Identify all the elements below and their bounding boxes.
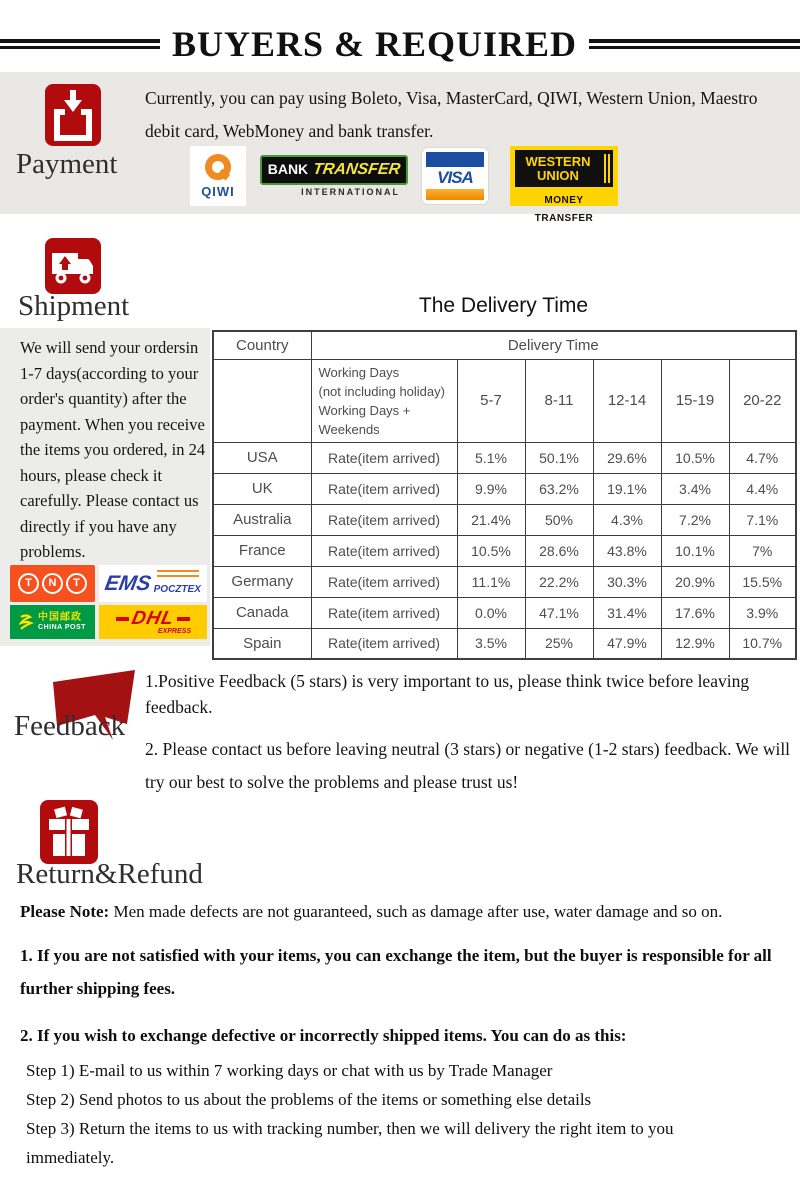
rate-cell: 31.4% [593,597,661,628]
rate-cell: 15.5% [729,566,796,597]
rate-cell: 12.9% [661,628,729,659]
rate-cell: 17.6% [661,597,729,628]
country-cell: France [213,535,311,566]
bank-transfer-logo [268,155,400,197]
return-step: Step 3) Return the items to us with tracking number, then we will delivery the right item to you immediately. [26,1119,674,1167]
rate-cell: 28.6% [525,535,593,566]
download-tray-icon [45,84,101,146]
rate-cell: 25% [525,628,593,659]
rate-cell: 4.4% [729,473,796,504]
delivery-time-header: Delivery Time [311,331,796,359]
rate-label-cell: Rate(item arrived) [311,504,457,535]
table-row [213,504,796,535]
return-refund-icon [40,800,98,864]
rate-cell: 4.7% [729,442,796,473]
rate-cell: 3.4% [661,473,729,504]
country-cell: Australia [213,504,311,535]
china-post-emblem-icon [19,614,34,630]
ems-subtext: POCZTEX [153,584,201,595]
rate-cell: 0.0% [457,597,525,628]
table-row [213,473,796,504]
day-range-cell: 5-7 [457,359,525,442]
bank-transfer-box [260,155,409,185]
rate-cell: 7.2% [661,504,729,535]
shipment-label: Shipment [18,290,130,322]
bank-transfer-subtitle: INTERNATIONAL [301,187,400,197]
rate-cell: 43.8% [593,535,661,566]
table-subheader-row [213,359,796,442]
payment-section [0,72,800,224]
rate-cell: 63.2% [525,473,593,504]
truck-icon [45,238,101,294]
page-title: BUYERS & REQUIRED [172,24,578,64]
gift-icon [40,800,98,864]
return-point-1: 1. If you are not satisfied with your items, you can exchange the item, but the buyer is responsible for all further shipping fees. [20,946,772,998]
rate-cell: 50% [525,504,593,535]
country-cell: Spain [213,628,311,659]
rate-cell: 3.5% [457,628,525,659]
rate-cell: 19.1% [593,473,661,504]
country-cell: UK [213,473,311,504]
rate-cell: 20.9% [661,566,729,597]
country-cell: Canada [213,597,311,628]
day-range-cell: 8-11 [525,359,593,442]
china-post-en-text: CHINA POST [38,624,86,631]
rate-cell: 10.5% [457,535,525,566]
rate-cell: 7.1% [729,504,796,535]
header-rule-right [589,39,800,49]
rate-cell: 47.1% [525,597,593,628]
wu-word1: WESTERN [525,154,591,169]
rate-cell: 29.6% [593,442,661,473]
tnt-letter: T [18,573,39,594]
rate-cell: 3.9% [729,597,796,628]
ems-logo [99,565,207,602]
day-range-cell: 12-14 [593,359,661,442]
page-header [0,22,800,66]
shipment-note: We will send your ordersin 1-7 days(according to your order's quantity) after the payment. When you receive the items you ordered, in 24 hours, please check it carefully. Please contact us directly if you have any problems. [20,338,206,561]
please-note-text: Men made defects are not guaranteed, such as damage after use, water damage and so on. [109,902,723,921]
rate-cell: 10.1% [661,535,729,566]
country-cell: Germany [213,566,311,597]
qiwi-logo [190,146,246,206]
please-note-paragraph [20,898,778,925]
transfer-word: TRANSFER [312,161,402,178]
dhl-logo [99,605,207,639]
rate-label-cell: Rate(item arrived) [311,597,457,628]
dhl-wordmark: DHL [129,608,177,629]
payment-icon [45,84,101,146]
feedback-label: Feedback [14,710,126,742]
rate-cell: 5.1% [457,442,525,473]
visa-wordmark: VISA [437,168,473,187]
wu-word2: UNION [537,168,579,183]
rate-cell: 9.9% [457,473,525,504]
country-header: Country [213,331,311,359]
western-union-box [515,150,613,187]
table-row [213,535,796,566]
working-days-line: Working Days [318,364,400,380]
qiwi-wordmark: QIWI [201,183,235,199]
rate-label-cell: Rate(item arrived) [311,628,457,659]
working-days-cell [311,359,457,442]
china-post-cn-text: 中国邮政 [38,612,83,623]
delivery-time-title: The Delivery Time [418,294,589,317]
rate-label-cell: Rate(item arrived) [311,473,457,504]
feedback-point-1: 1.Positive Feedback (5 stars) is very important to us, please think twice before leaving feedback. [145,671,750,717]
tnt-logo [10,565,95,602]
header-rule-left [0,39,160,49]
return-step: Step 2) Send photos to us about the problems of the items or something else details [26,1090,592,1109]
ems-stripes-icon [157,570,199,579]
table-row [213,442,796,473]
empty-cell [213,359,311,442]
day-range-cell: 15-19 [661,359,729,442]
feedback-texts [145,668,797,799]
delivery-time-table [212,330,797,660]
qiwi-q-icon [205,154,231,180]
day-range-cell: 20-22 [729,359,796,442]
table-header-row [213,331,796,359]
tnt-letter: T [66,573,87,594]
wu-subtitle: MONEY TRANSFER [534,195,594,224]
table-row [213,628,796,659]
dhl-dash-icon [116,617,129,621]
rate-cell: 10.7% [729,628,796,659]
table-row [213,597,796,628]
rate-cell: 21.4% [457,504,525,535]
return-notes [20,898,778,1172]
rate-cell: 10.5% [661,442,729,473]
china-post-logo [10,605,95,639]
rate-label-cell: Rate(item arrived) [311,535,457,566]
country-cell: USA [213,442,311,473]
table-row [213,566,796,597]
rate-cell: 22.2% [525,566,593,597]
payment-description: Currently, you can pay using Boleto, Visa, MasterCard, QIWI, Western Union, Maestro debit card, WebMoney and bank transfer. [145,88,758,141]
visa-logo [422,148,488,204]
return-refund-label: Return&Refund [16,858,203,890]
delivery-table-body [213,442,796,659]
feedback-point-2: 2. Please contact us before leaving neutral (3 stars) or negative (1-2 stars) feedback. We will try our best to solve the problems and please trust us! [145,739,791,792]
ems-wordmark: EMS [103,571,153,595]
tnt-letter: N [42,573,63,594]
payment-label: Payment [16,148,118,180]
rate-cell: 50.1% [525,442,593,473]
return-step: Step 1) E-mail to us within 7 working days or chat with us by Trade Manager [26,1061,553,1080]
return-steps [20,1056,762,1172]
please-note-head: Please Note: [20,902,110,921]
return-point-2: 2. If you wish to exchange defective or incorrectly shipped items. You can do as this: [20,1026,627,1045]
rate-label-cell: Rate(item arrived) [311,566,457,597]
rate-label-cell: Rate(item arrived) [311,442,457,473]
shipment-note-panel [0,328,210,646]
rate-cell: 47.9% [593,628,661,659]
shipment-icon [45,238,101,294]
rate-cell: 30.3% [593,566,661,597]
western-union-logo [510,146,618,224]
visa-blue-band [426,152,484,167]
bank-word: BANK [267,161,309,177]
payment-logos [190,146,618,224]
dhl-subtext: EXPRESS [157,628,191,635]
working-days-line: (not including holiday) [318,383,445,399]
working-days-line: Working Days + Weekends [318,402,411,437]
rate-cell: 4.3% [593,504,661,535]
visa-gold-band [426,189,484,200]
dhl-dash-icon [177,617,190,621]
rate-cell: 11.1% [457,566,525,597]
rate-cell: 7% [729,535,796,566]
